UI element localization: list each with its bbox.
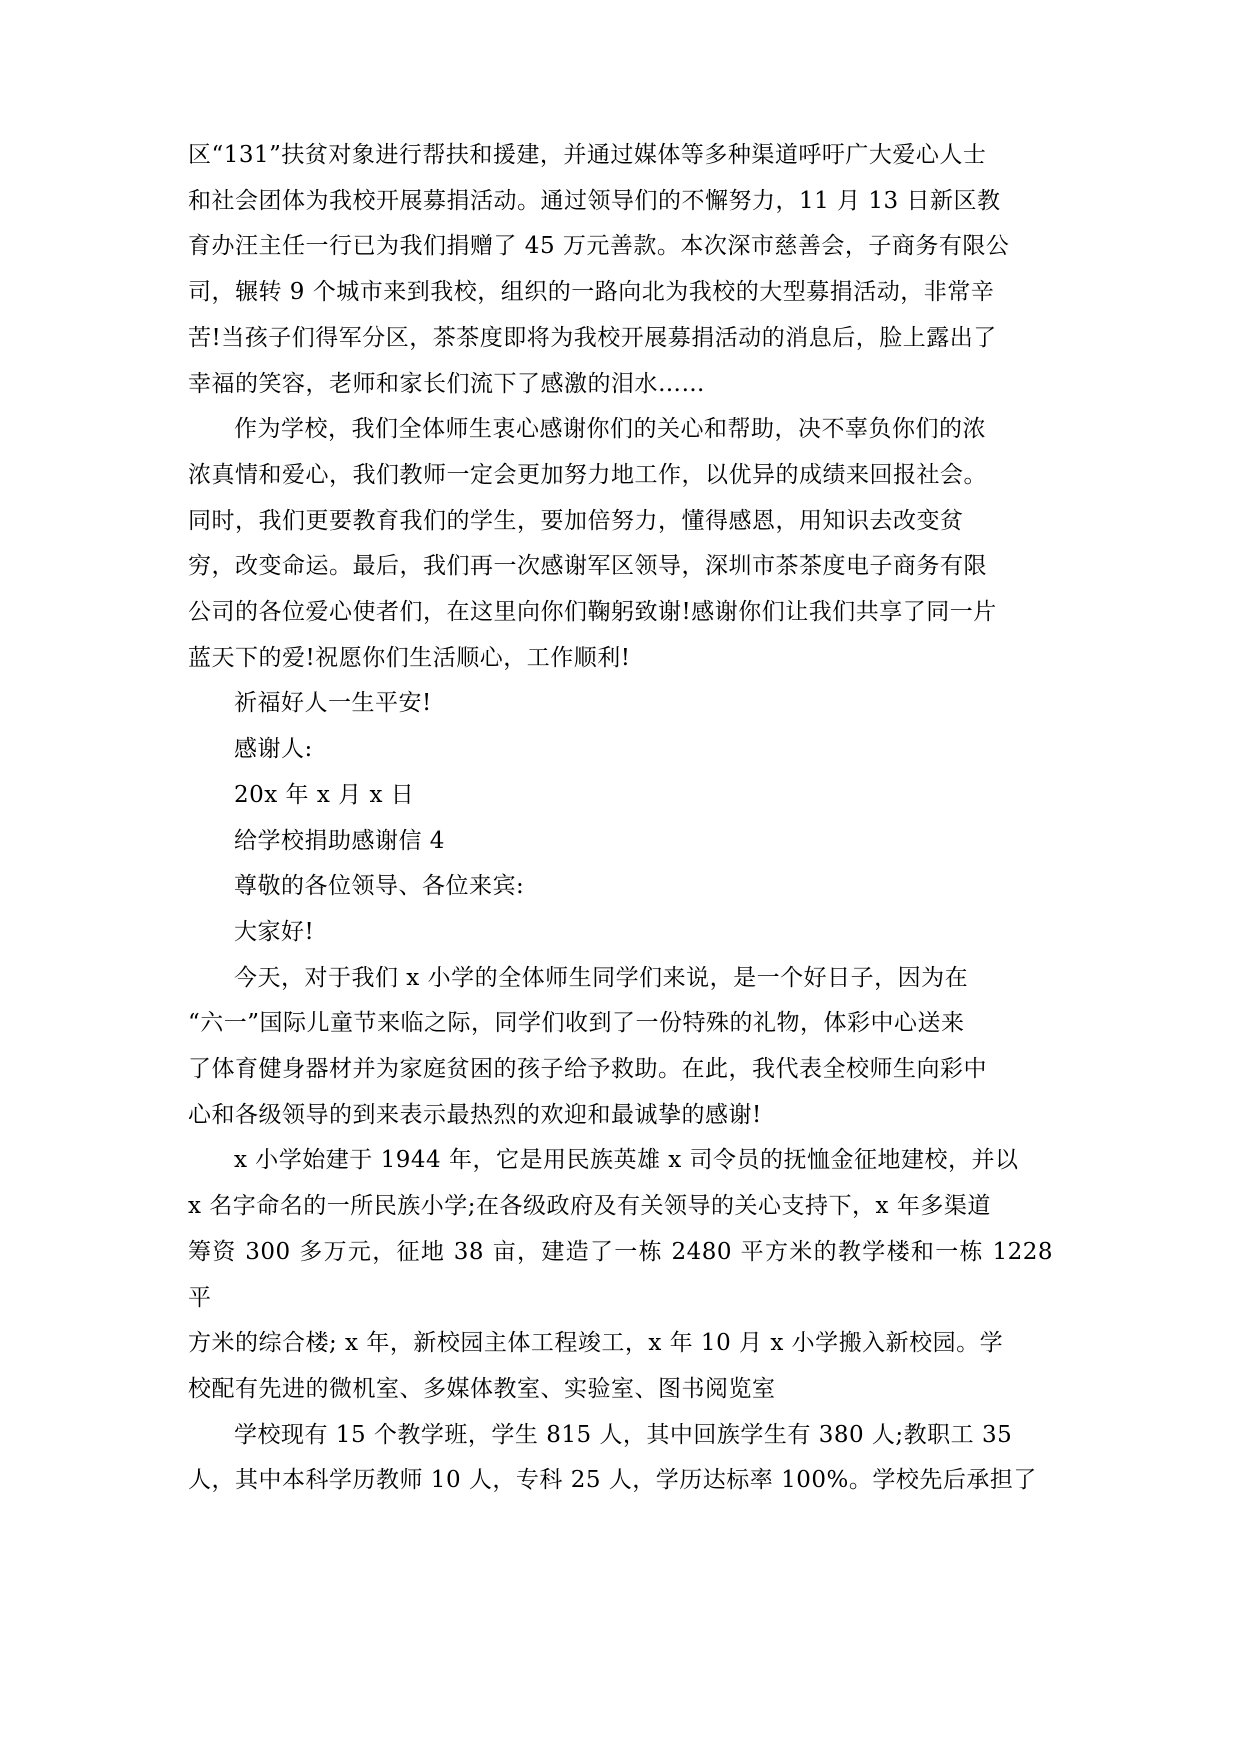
paragraph-donation-campaign [188,133,1053,407]
text-line: 心和各级领导的到来表示最热烈的欢迎和最诚挚的感谢! [188,1101,762,1128]
text-line: 苦!当孩子们得军分区，茶茶度即将为我校开展募捐活动的消息后，脸上露出了 [188,324,997,351]
text-line: 司，辗转 9 个城市来到我校，组织的一路向北为我校的大型募捐活动，非常辛 [188,279,995,306]
text-line: 祈福好人一生平安! [234,690,432,717]
text-line: 给学校捐助感谢信 4 [234,827,445,854]
blessing-line [188,681,1053,727]
text-line: x 小学始建于 1944 年，它是用民族英雄 x 司令员的抚恤金征地建校，并以 [234,1147,1019,1174]
text-line: 同时，我们更要教育我们的学生，要加倍努力，懂得感恩，用知识去改变贫 [188,507,964,534]
text-line: 浓真情和爱心，我们教师一定会更加努力地工作，以优异的成绩来回报社会。 [188,461,987,488]
paragraph-school-history [188,1138,1053,1412]
salutation [188,864,1053,910]
letter-date [188,773,1053,819]
text-line: 公司的各位爱心使者们，在这里向你们鞠躬致谢!感谢你们让我们共享了同一片 [188,599,997,626]
text-line: “六一”国际儿童节来临之际，同学们收到了一份特殊的礼物，体彩中心送来 [188,1010,965,1037]
text-line: x 名字命名的一所民族小学;在各级政府及有关领导的关心支持下，x 年多渠道 [188,1193,991,1220]
text-line: 学校现有 15 个教学班，学生 815 人，其中回族学生有 380 人;教职工 35 [234,1421,1013,1448]
text-line: 人，其中本科学历教师 10 人，专科 25 人，学历达标率 100%。学校先后承担了 [188,1467,1037,1494]
paragraph-school-stats [188,1413,1053,1504]
text-line: 尊敬的各位领导、各位来宾: [234,873,525,900]
document-page [188,133,1053,1504]
paragraph-childrens-day [188,956,1053,1139]
text-line: 了体育健身器材并为家庭贫困的孩子给予救助。在此，我代表全校师生向彩中 [188,1056,987,1083]
text-line: 大家好! [234,918,315,945]
text-line: 校配有先进的微机室、多媒体教室、实验室、图书阅览室 [188,1375,776,1402]
text-line: 筹资 300 多万元，征地 38 亩，建造了一栋 2480 平方米的教学楼和一栋 1228 平 [188,1238,1053,1311]
text-line: 感谢人: [234,736,313,763]
text-line: 和社会团体为我校开展募捐活动。通过领导们的不懈努力，11 月 13 日新区教 [188,187,1001,214]
text-line: 幸福的笑容，老师和家长们流下了感激的泪水…… [188,370,705,397]
text-line: 20x 年 x 月 x 日 [234,781,415,808]
text-line: 育办汪主任一行已为我们捐赠了 45 万元善款。本次深市慈善会，子商务有限公 [188,233,1010,260]
text-line: 区“131”扶贫对象进行帮扶和援建，并通过媒体等多种渠道呼吁广大爱心人士 [188,142,987,168]
text-line: 穷，改变命运。最后，我们再一次感谢军区领导，深圳市茶茶度电子商务有限 [188,553,987,580]
section-title [188,819,1053,865]
text-line: 作为学校，我们全体师生衷心感谢你们的关心和帮助，决不辜负你们的浓 [234,416,986,443]
text-line: 蓝天下的爱!祝愿你们生活顺心，工作顺利! [188,644,631,671]
greeting [188,910,1053,956]
paragraph-gratitude [188,407,1053,681]
signature-label [188,727,1053,773]
text-line: 今天，对于我们 x 小学的全体师生同学们来说，是一个好日子，因为在 [234,964,969,991]
text-line: 方米的综合楼; x 年，新校园主体工程竣工，x 年 10 月 x 小学搬入新校园。学 [188,1330,1004,1357]
